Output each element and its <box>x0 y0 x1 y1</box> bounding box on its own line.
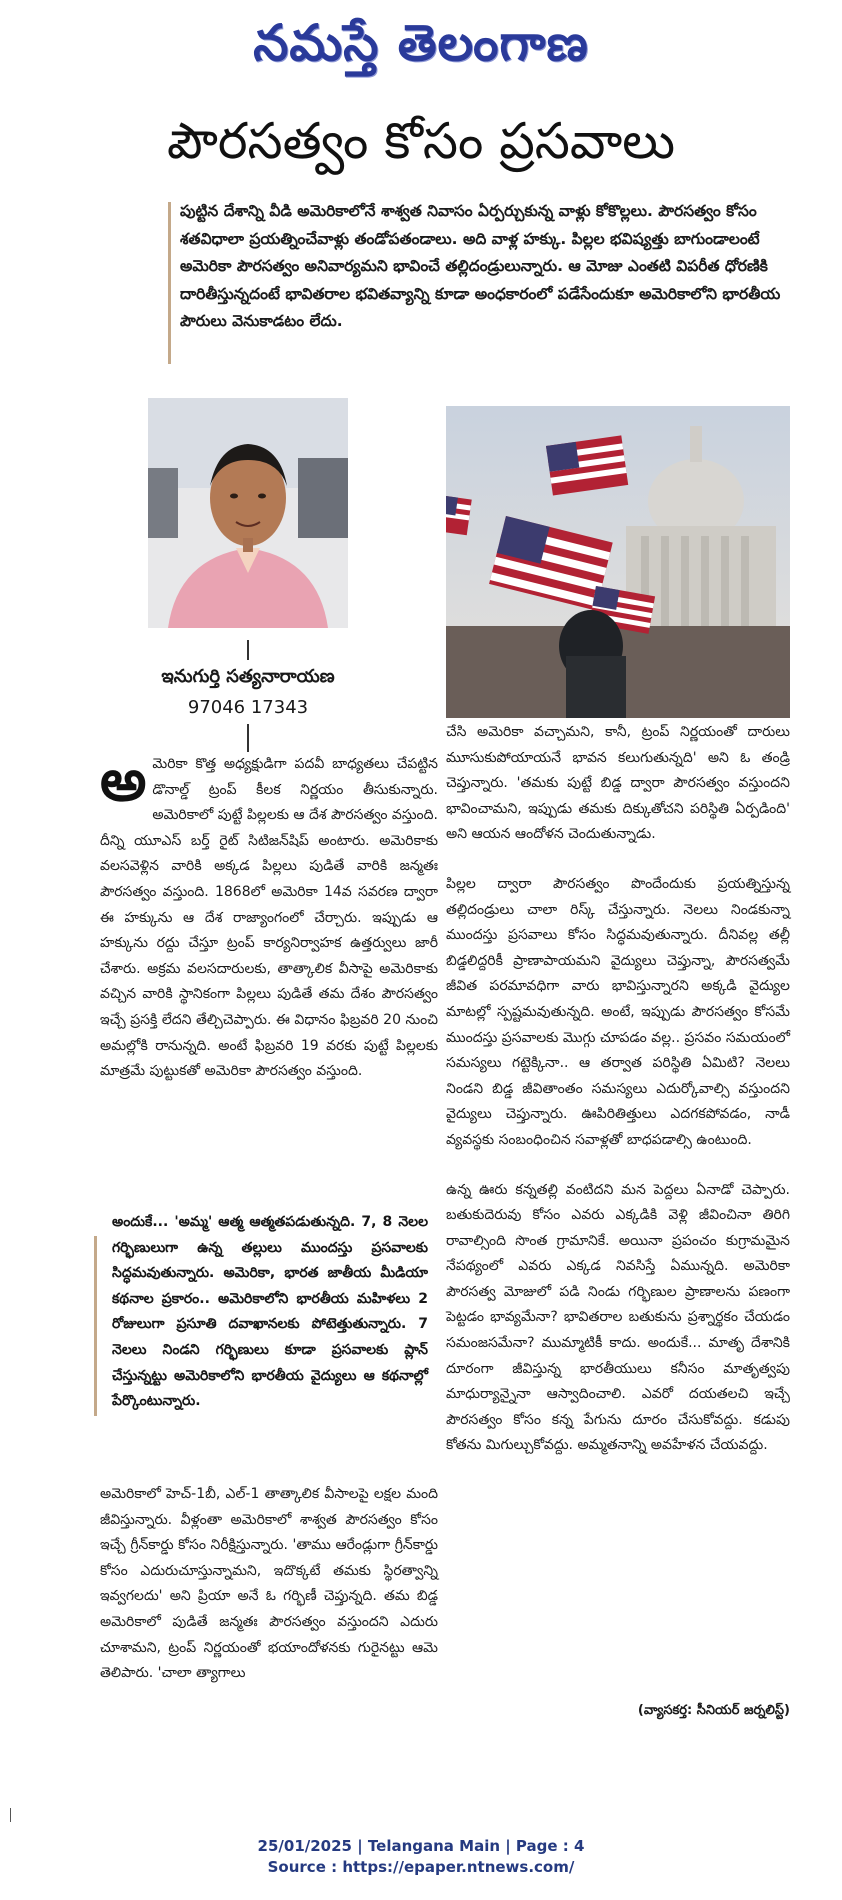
article-paragraph-1: మెరికా కొత్త అధ్యక్షుడిగా పదవీ బాధ్యతలు చేపట్టిన డొనాల్డ్ ట్రంప్ కీలక నిర్ణయం తీసుకున్నారు. అమెరికాలో పుట్టే పిల్లలకు ఆ దేశ పౌరసత్వం వస్తుంది. దీన్ని యూఎస్ బర్త్ రైట్ సిటిజన్‌షిప్ అంటారు. అమెరికాకు వలసవెళ్లిన వారికి అక్కడ పిల్లలు పుడితే వారికి జన్మతః పౌరసత్వం వస్తుంది. 1868లో అమెరికా 14వ సవరణ ద్వారా ఈ హక్కును ఆ దేశ రాజ్యాంగంలో చేర్చారు. ఇప్పుడు ఆ హక్కును రద్దు చేస్తూ ట్రంప్ కార్యనిర్వాహక ఉత్తర్వులు జారీ చేశారు. అక్రమ వలసదారులకు, తాత్కాలిక వీసాపై అమెరికాకు వచ్చిన వారికి స్థానికంగా పిల్లలు పుడితే తమ దేశం పౌరసత్వం ఇచ్చే ప్రసక్తి లేదని తేల్చిచెప్పారు. ఈ విధానం ఫిబ్రవరి 20 నుంచి అమల్లోకి రానున్నది. అంటే ఫిబ్రవరి 19 వరకు పుట్టే పిల్లలకు మాత్రమే పుట్టుకతో అమెరికా పౌరసత్వం వస్తుంది. <box>100 756 438 1080</box>
author-phone: 97046 17343 <box>187 697 309 718</box>
quote-accent-bar <box>94 1236 97 1416</box>
article-byline: (వ్యాసకర్త: సీనియర్ జర్నలిస్ట్) <box>637 1703 790 1718</box>
margin-mark <box>10 1808 11 1822</box>
author-name: ఇనుగుర్తి సత్యనారాయణ <box>161 666 335 687</box>
article-paragraph-5: ఉన్న ఊరు కన్నతల్లి వంటిదని మన పెద్దలు ఏనాడో చెప్పారు. బతుకుదెరువు కోసం ఎవరు ఎక్కడికి వెళ్లి జీవించినా తిరిగి రావాల్సింది సొంత గ్రామానికే. అయినా ప్రపంచం కుగ్రామమైన నేపథ్యంలో ఎవరు ఎక్కడ నివసిస్తే ఏమున్నది. అమెరికా పౌరసత్వ మోజులో పడి నిండు గర్భిణుల ప్రాణాలను పణంగా పెట్టడం భావ్యమేనా? భావితరాల బతుకును ప్రశ్నార్థకం చేయడం సమంజసమేనా? ముమ్మాటికీ కాదు. అందుకే... మాతృ దేశానికి దూరంగా జీవిస్తున్న భారతీయులు కనీసం మాతృత్వపు మాధుర్యాన్నైనా ఆస్వాదించాలి. ఎవరో దయతలచి ఇచ్చే పౌరసత్వం కోసం కన్న పేగును దూరం చేసుకోవద్దు. కడుపు కోతను మిగుల్చుకోవద్దు. అమ్మతనాన్ని అవహేళన చేయవద్దు. <box>446 1181 790 1454</box>
footer-source-link[interactable]: Source : https://epaper.ntnews.com/ <box>267 1858 575 1876</box>
article-headline: పౌరసత్వం కోసం ప్రసవాలు <box>166 112 676 170</box>
article-paragraph-3: చేసి అమెరికా వచ్చామని, కానీ, ట్రంప్ నిర్ణయంతో దారులు మూసుకుపోయాయనే భావన కలుగుతున్నది' అని ఓ తండ్రి చెప్తున్నారు. 'తమకు పుట్టే బిడ్డ ద్వారా పౌరసత్వం వస్తుందని భావించామని, ఇప్పుడు తమకు దిక్కుతోచని పరిస్థితి ఏర్పడింది' అని ఆయన ఆందోళన చెందుతున్నాడు. <box>446 724 790 843</box>
article-pull-quote: అందుకే... 'అమ్మ' ఆత్మ ఆత్మతపడుతున్నది. 7, 8 నెలల గర్భిణులుగా ఉన్న తల్లులు ముందస్తు ప్రసవాలకు సిద్ధమవుతున్నారు. అమెరికా, భారత జాతీయ మీడియా కథనాల ప్రకారం.. అమెరికాలోని భారతీయ మహిళలు 2 రోజులుగా ప్రసూతి దవాఖానలకు పోటెత్తుతున్నారు. 7 నెలలు నిండని గర్భిణులు కూడా ప్రసవాలకు ప్లాన్ చేస్తున్నట్టు అమెరికాలోని భారతీయ వైద్యులు ఆ కథనాల్లో పేర్కొంటున్నారు. <box>112 1214 428 1410</box>
capitol-flags-photo <box>446 406 790 718</box>
footer-date-line: 25/01/2025 | Telangana Main | Page : 4 <box>257 1837 585 1855</box>
article-paragraph-2: అమెరికాలో హెచ్-1బీ, ఎల్-1 తాత్కాలిక వీసాలపై లక్షల మంది జీవిస్తున్నారు. వీళ్లంతా అమెరికాలో శాశ్వత పౌరసత్వం కోసం ఇచ్చే గ్రీన్‌కార్డు కోసం నిరీక్షిస్తున్నారు. 'తాము ఆరేండ్లుగా గ్రీన్‌కార్డు కోసం ఎదురుచూస్తున్నామని, ఇదొక్కటే తమకు స్థిరత్వాన్ని ఇవ్వగలదు' అని ప్రియా అనే ఓ గర్భిణీ చెప్తున్నది. తమ బిడ్డ అమెరికాలో పుడితే జన్మతః పౌరసత్వం వస్తుందని ఎదురు చూశామని, ట్రంప్ నిర్ణయంతో భయాందోళనకు గురైనట్టు ఆమె తెలిపారు. 'చాలా త్యాగాలు <box>100 1486 438 1682</box>
article-column-left <box>100 746 438 1109</box>
article-paragraph-4: పిల్లల ద్వారా పౌరసత్వం పొందేందుకు ప్రయత్నిస్తున్న తల్లిదండ్రులు చాలా రిస్క్ చేస్తున్నారు. నెలలు నిండకున్నా ముందస్తు ప్రసవాలు కోసం సిద్ధమవుతున్నారు. దీనివల్ల తల్లీ బిడ్డలిద్దరికీ ప్రాణాపాయమని వైద్యులు చెప్తున్నా, పౌరసత్వమే జీవిత పరమావధిగా వారు భావిస్తున్నారని అక్కడి వైద్యుల మాటల్లో స్పష్టమవుతున్నది. అంటే, ఇప్పుడు పౌరసత్వం కోసమే ముందస్తు ప్రసవాలకు మొగ్గు చూపడం వల్ల.. ప్రసవం సమయంలో సమస్యలు గట్టెక్కినా.. ఆ తర్వాత పరిస్థితి ఏమిటి? నెలలు నిండని బిడ్డ జీవితాంతం సమస్యలు ఎదుర్కోవాల్సి వస్తుందని వైద్యులు చెప్తున్నారు. ఊపిరితిత్తులు ఎదగకపోవడం, నాడీ వ్యవస్థకు సంబంధించిన సవాళ్లతో బాధపడాల్సి ఉంటుంది. <box>446 875 790 1148</box>
author-rule-top <box>247 640 249 660</box>
article-column-right <box>446 720 790 1483</box>
intro-accent-bar <box>168 202 171 364</box>
article-column-left-lower <box>100 1482 438 1711</box>
drop-cap: అ <box>100 746 147 814</box>
newspaper-masthead: నమస్తే తెలంగాణ <box>253 13 589 72</box>
author-rule-bottom <box>247 724 249 752</box>
article-intro: పుట్టిన దేశాన్ని వీడి అమెరికాలోనే శాశ్వత నివాసం ఏర్పర్చుకున్న వాళ్లు కోకొల్లలు. పౌరసత్వం కోసం శతవిధాలా ప్రయత్నించేవాళ్లు తండోపతండాలు. అది వాళ్ల హక్కు. పిల్లల భవిష్యత్తు బాగుండాలంటే అమెరికా పౌరసత్వం అనివార్యమని భావించే తల్లిదండ్రులున్నారు. ఆ మోజు ఎంతటి విపరీత ధోరణికి దారితీస్తున్నదంటే భావితరాల భవితవ్యాన్ని కూడా అంధకారంలో పడేసేందుకూ అమెరికాలోని భారతీయ పౌరులు వెనుకాడటం లేదు. <box>180 202 781 330</box>
author-photo <box>148 398 348 628</box>
